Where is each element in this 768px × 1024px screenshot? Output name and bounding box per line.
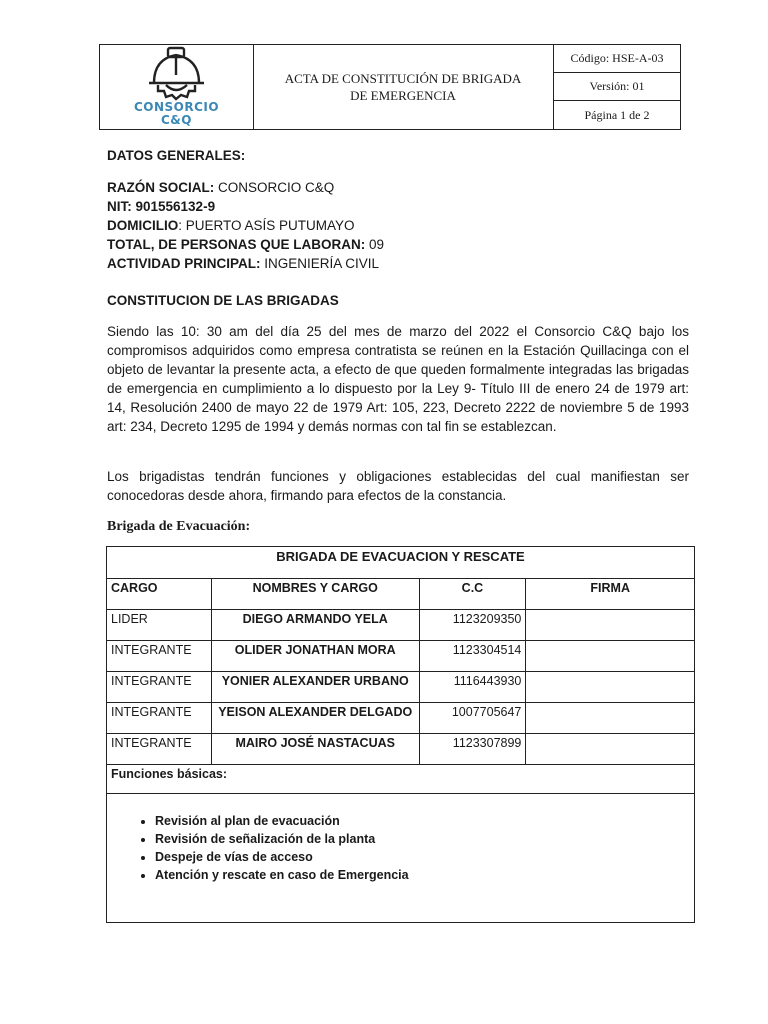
brigada-label: Brigada de Evacuación: (107, 519, 251, 534)
cell-cargo: INTEGRANTE (107, 734, 212, 765)
document-header (99, 44, 681, 130)
cell-cargo: INTEGRANTE (107, 641, 212, 672)
funciones-title-row (107, 765, 695, 794)
cell-cc: 1007705647 (419, 703, 526, 734)
domicilio-value: : PUERTO ASÍS PUTUMAYO (178, 218, 355, 233)
constitucion-paragraph-1: Siendo las 10: 30 am del día 25 del mes de marzo del 2022 el Consorcio C&Q bajo los compromisos adquiridos como empresa contratista se reúnen en la Estación Quillacinga con el objeto de levantar la presente acta, a efecto de que queden formalmente integradas las brigadas de emergencia en cumplimiento a lo dispuesto por la Ley 9- Título III de enero 24 de 1979 art: 14, Resolución 2400 de mayo 22 de 1979 Art: 105, 223, Decreto 2222 de noviembre 5 de 1993 art: 234, Decreto 1295 de 1994 y demás normas con tal fin se establezcan. (107, 324, 689, 434)
document-meta (554, 45, 680, 129)
table-row (107, 734, 695, 765)
cell-firma (526, 641, 695, 672)
cell-firma (526, 610, 695, 641)
razon-social-line (107, 178, 334, 197)
domicilio-label: DOMICILIO (107, 218, 179, 233)
cell-cargo: INTEGRANTE (107, 672, 212, 703)
table-row (107, 672, 695, 703)
cell-cc: 1123209350 (419, 610, 526, 641)
actividad-label: ACTIVIDAD PRINCIPAL: (107, 256, 261, 271)
funciones-list (107, 812, 694, 884)
header-cargo: CARGO (107, 579, 212, 610)
brigada-table (106, 546, 695, 923)
cell-nombre: YEISON ALEXANDER DELGADO (211, 703, 419, 734)
list-item: • Despeje de vías de acceso (155, 848, 694, 866)
funciones-row (107, 794, 695, 923)
cell-cargo: INTEGRANTE (107, 703, 212, 734)
nit-line: NIT: 901556132-9 (107, 199, 216, 214)
company-logo (100, 45, 254, 129)
actividad-line (107, 254, 379, 273)
list-item: • Revisión al plan de evacuación (155, 812, 694, 830)
cell-cc: 1123307899 (419, 734, 526, 765)
list-item: • Atención y rescate en caso de Emergencia (155, 866, 694, 884)
actividad-value: INGENIERÍA CIVIL (260, 256, 380, 271)
version-field: Versión: 01 (554, 73, 680, 101)
funciones-cell (107, 794, 695, 923)
document-title: ACTA DE CONSTITUCIÓN DE BRIGADA DE EMERGENCIA (253, 45, 554, 129)
cell-cargo: LIDER (107, 610, 212, 641)
list-item: • Revisión de señalización de la planta (155, 830, 694, 848)
cell-cc: 1116443930 (419, 672, 526, 703)
logo-line2: C&Q (161, 113, 192, 127)
table-row (107, 703, 695, 734)
cell-nombre: OLIDER JONATHAN MORA (211, 641, 419, 672)
cell-firma (526, 672, 695, 703)
cell-firma (526, 703, 695, 734)
header-cc: C.C (419, 579, 526, 610)
constitucion-paragraph-2: Los brigadistas tendrán funciones y obligaciones establecidas del cual manifiestan ser conocedoras desde ahora, firmando para efectos de la constancia. (107, 469, 689, 503)
razon-label: RAZÓN SOCIAL: (107, 180, 215, 195)
header-firma: FIRMA (526, 579, 695, 610)
page-number: Página 1 de 2 (584, 107, 650, 122)
razon-value: CONSORCIO C&Q (214, 180, 335, 195)
logo-line1: CONSORCIO (133, 100, 220, 114)
constitucion-heading: CONSTITUCION DE LAS BRIGADAS (107, 293, 339, 308)
domicilio-line (107, 216, 355, 235)
cell-firma (526, 734, 695, 765)
total-label: TOTAL, DE PERSONAS QUE LABORAN: (107, 237, 366, 252)
cell-nombre: YONIER ALEXANDER URBANO (211, 672, 419, 703)
cell-cc: 1123304514 (419, 641, 526, 672)
table-row (107, 641, 695, 672)
table-caption: BRIGADA DE EVACUACION Y RESCATE (107, 547, 695, 579)
total-line (107, 235, 384, 254)
header-nombres: NOMBRES Y CARGO (211, 579, 419, 610)
total-value: 09 (365, 237, 385, 252)
table-row (107, 610, 695, 641)
codigo-field: Código: HSE-A-03 (554, 45, 680, 73)
cell-nombre: MAIRO JOSÉ NASTACUAS (211, 734, 419, 765)
cell-nombre: DIEGO ARMANDO YELA (211, 610, 419, 641)
datos-heading: DATOS GENERALES: (107, 148, 246, 163)
hard-hat-gear-icon (100, 45, 253, 105)
table-header-row (107, 579, 695, 610)
funciones-title: Funciones básicas: (107, 765, 695, 794)
